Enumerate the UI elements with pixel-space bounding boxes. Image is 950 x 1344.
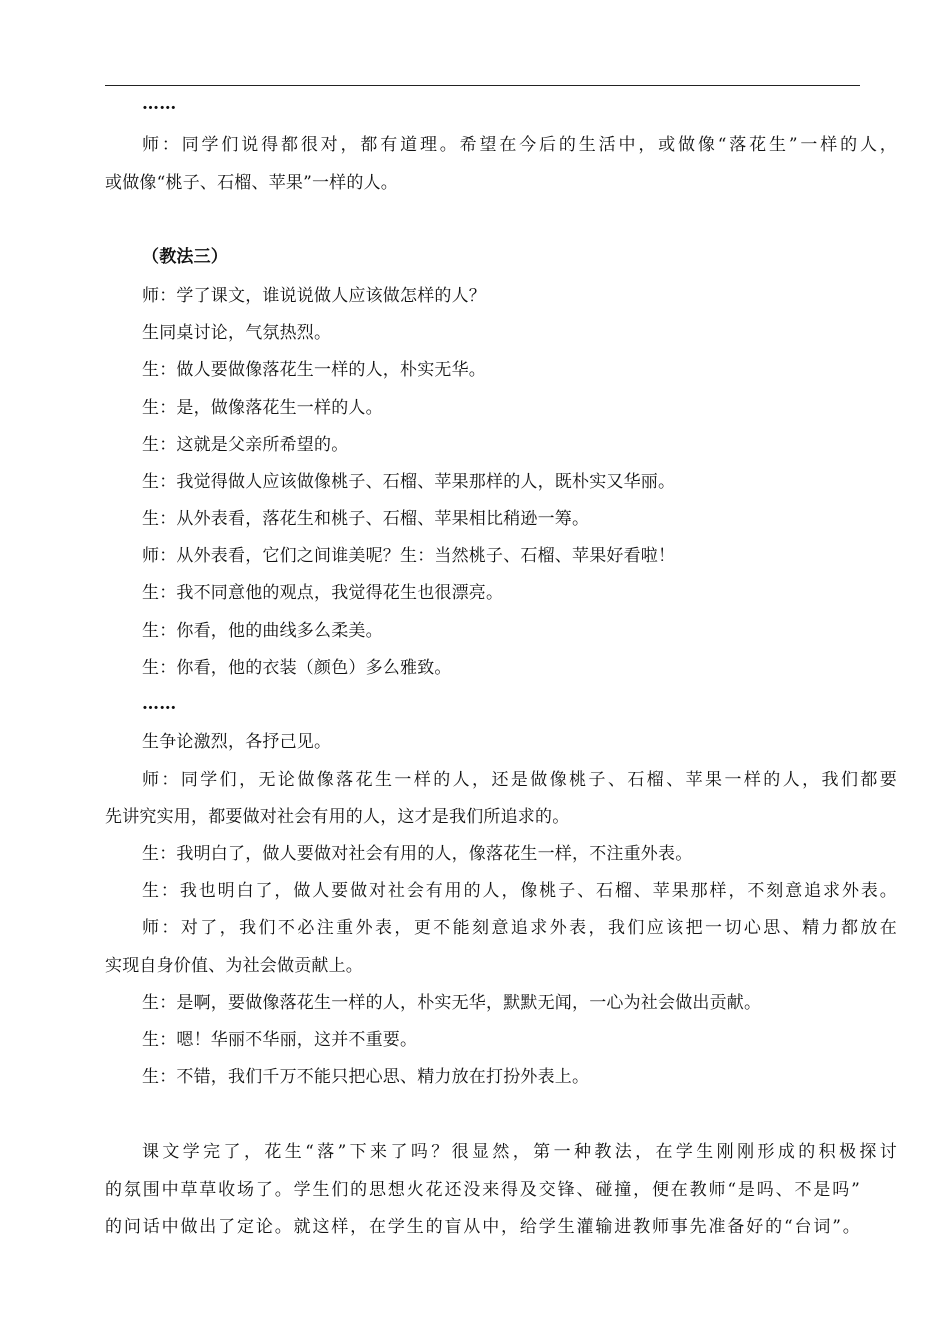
dialogue-line: 生：不错，我们千万不能只把心思、精力放在打扮外表上。 — [142, 1067, 590, 1087]
dialogue-line: 生：这就是父亲所希望的。 — [142, 435, 349, 455]
commentary-line-2: 的氛围中草草收场了。学生们的思想火花还没来得及交锋、碰撞，便在教师“是吗、不是吗” — [105, 1180, 860, 1200]
dialogue-line: 师：学了课文，谁说说做人应该做怎样的人？ — [142, 286, 486, 306]
dialogue-line: 生争论激烈，各抒己见。 — [142, 732, 332, 752]
dialogue-line: 生：我不同意他的观点，我觉得花生也很漂亮。 — [142, 583, 504, 603]
teacher-para1-line-1: 师：同学们，无论做像落花生一样的人，还是做像桃子、石榴、苹果一样的人，我们都要 — [142, 770, 897, 790]
dialogue-line: 生：你看，他的衣装（颜色）多么雅致。 — [142, 658, 452, 678]
teacher-para1-line-2: 先讲究实用，都要做对社会有用的人，这才是我们所追求的。 — [105, 807, 570, 827]
dialogue-line: 生：嗯！华丽不华丽，这并不重要。 — [142, 1030, 418, 1050]
dialogue-line: 生：是，做像落花生一样的人。 — [142, 398, 383, 418]
dialogue-line: 生：你看，他的曲线多么柔美。 — [142, 621, 383, 641]
dialogue-line: 生：做人要做像落花生一样的人，朴实无华。 — [142, 360, 486, 380]
dialogue-line: 生同桌讨论，气氛热烈。 — [142, 323, 332, 343]
ellipsis-top: …… — [142, 94, 177, 114]
section-heading: （教法三） — [142, 247, 228, 267]
dialogue-line: 生：我也明白了，做人要做对社会有用的人，像桃子、石榴、苹果那样，不刻意追求外表。 — [142, 881, 897, 901]
commentary-line-3: 的问话中做出了定论。就这样，在学生的盲从中，给学生灌输进教师事先准备好的“台词”。 — [105, 1217, 860, 1237]
dialogue-line: 师：从外表看，它们之间谁美呢？生：当然桃子、石榴、苹果好看啦！ — [142, 546, 676, 566]
dialogue-line: 生：我明白了，做人要做对社会有用的人，像落花生一样，不注重外表。 — [142, 844, 693, 864]
dialogue-line: 生：我觉得做人应该做像桃子、石榴、苹果那样的人，既朴实又华丽。 — [142, 472, 676, 492]
dialogue-line: 生：从外表看，落花生和桃子、石榴、苹果相比稍逊一筹。 — [142, 509, 590, 529]
commentary-line-1: 课文学完了，花生“落”下来了吗？很显然，第一种教法，在学生刚刚形成的积极探讨 — [142, 1142, 897, 1162]
teacher-para2-line-1: 师：对了，我们不必注重外表，更不能刻意追求外表，我们应该把一切心思、精力都放在 — [142, 918, 897, 938]
header-rule — [105, 85, 860, 86]
teacher-para2-line-2: 实现自身价值、为社会做贡献上。 — [105, 956, 363, 976]
teacher-para-line-2: 或做像“桃子、石榴、苹果”一样的人。 — [105, 173, 398, 193]
teacher-para-line-1: 师：同学们说得都很对，都有道理。希望在今后的生活中，或做像“落花生”一样的人， — [142, 135, 897, 155]
ellipsis-middle: …… — [142, 694, 177, 714]
dialogue-line: 生：是啊，要做像落花生一样的人，朴实无华，默默无闻，一心为社会做出贡献。 — [142, 993, 762, 1013]
